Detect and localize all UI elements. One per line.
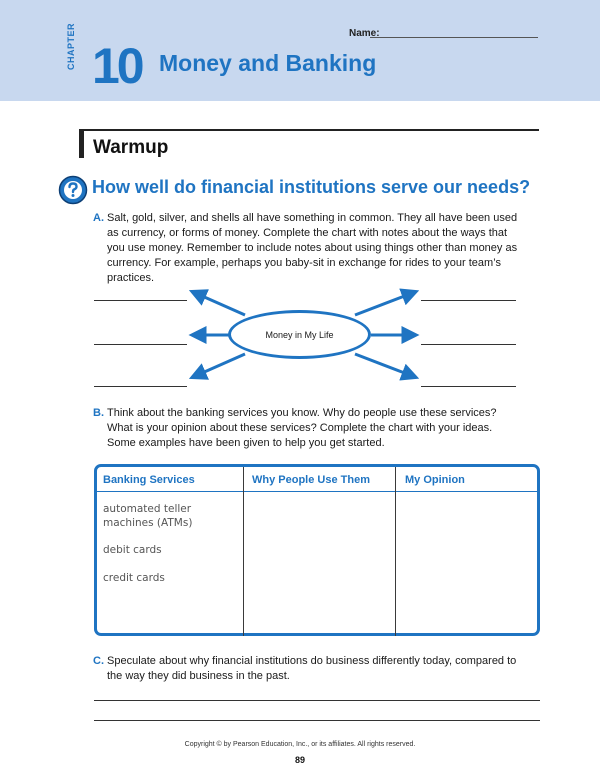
table-header-why-people-use-them: Why People Use Them xyxy=(252,474,370,486)
part-c-letter: C. xyxy=(93,655,104,667)
table-row-atms: automated teller machines (ATMs) xyxy=(103,503,193,529)
web-blank-lower-left[interactable] xyxy=(94,386,187,387)
web-center-oval xyxy=(228,310,371,359)
web-blank-right[interactable] xyxy=(421,344,516,345)
arrow-upper-left xyxy=(193,292,245,315)
part-b-letter: B. xyxy=(93,407,104,419)
web-blank-lower-right[interactable] xyxy=(421,386,516,387)
table-column-divider-2 xyxy=(395,467,396,636)
warmup-title: Warmup xyxy=(93,137,169,158)
table-row-credit-cards: credit cards xyxy=(103,572,165,584)
part-c-instructions: Speculate about why financial institutions do business differently today, compared to the way they did business in the past. xyxy=(107,655,517,682)
chapter-title: Money and Banking xyxy=(159,50,377,76)
web-blank-upper-left[interactable] xyxy=(94,300,187,301)
table-cell-why-people-use-them[interactable] xyxy=(245,493,393,634)
table-column-divider-1 xyxy=(243,467,244,636)
table-header-banking-services: Banking Services xyxy=(103,474,195,486)
web-center-label: Money in My Life xyxy=(265,329,334,340)
table-row-debit-cards: debit cards xyxy=(103,544,162,556)
table-cell-my-opinion[interactable] xyxy=(397,493,537,634)
part-b-instructions: Think about the banking services you know. Why do people use these services? What is your opinion about these services? Complete the chart with your ideas. Some examples have been given to help you get started. xyxy=(107,407,497,449)
table-header-rule xyxy=(97,491,537,492)
chapter-number: 10 xyxy=(92,38,142,94)
arrow-lower-right xyxy=(355,354,415,377)
page-number: 89 xyxy=(294,755,305,765)
chapter-word: CHAPTER xyxy=(66,22,76,70)
web-blank-upper-right[interactable] xyxy=(421,300,516,301)
answer-line-2[interactable] xyxy=(94,720,540,721)
name-label: Name: xyxy=(349,28,380,39)
copyright-notice: Copyright © by Pearson Education, Inc., or its affiliates. All rights reserved. xyxy=(184,741,416,748)
part-a-letter: A. xyxy=(93,212,104,224)
table-header-my-opinion: My Opinion xyxy=(405,474,465,486)
essential-question: How well do financial institutions serve our needs? xyxy=(92,177,531,197)
part-a-instructions: Salt, gold, silver, and shells all have something in common. They all have been used as currency, or forms of money. Complete the chart with notes about the ways that you use money. Remember to include notes about using things other than money as currency. For example, perhaps you baby-sit in exchange for rides to your team’s practices. xyxy=(107,212,518,284)
arrow-upper-right xyxy=(355,292,415,315)
web-blank-left[interactable] xyxy=(94,344,187,345)
answer-line-1[interactable] xyxy=(94,700,540,701)
arrow-lower-left xyxy=(193,354,245,377)
